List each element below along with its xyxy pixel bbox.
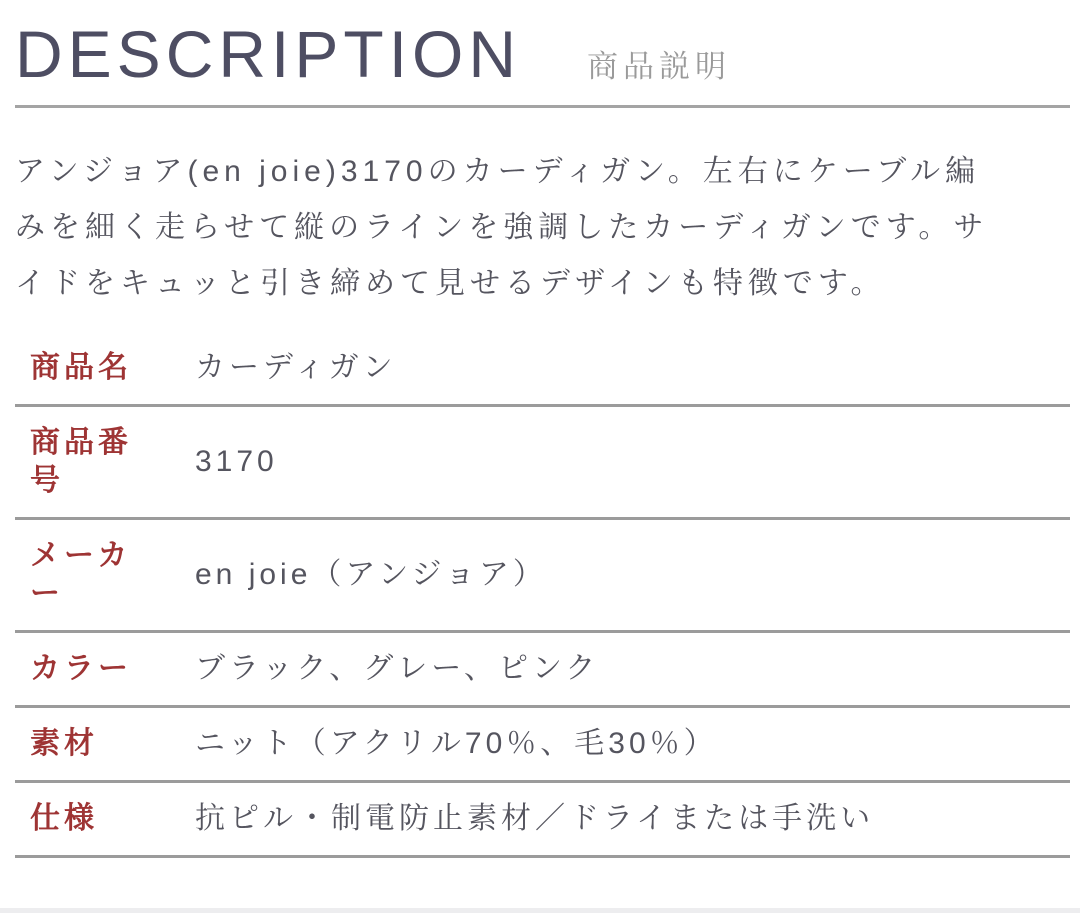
table-row-maker <box>15 520 1070 633</box>
table-row-color <box>15 633 1070 708</box>
table-row-product-name <box>15 332 1070 407</box>
row-label: 仕様 <box>30 802 98 836</box>
row-label: 商品番号 <box>30 426 132 498</box>
row-value: en joie（アンジョア） <box>195 558 547 592</box>
product-spec-table <box>15 332 1070 858</box>
row-label: カラー <box>30 652 132 686</box>
table-row-material <box>15 708 1070 783</box>
row-value: 3170 <box>195 445 278 479</box>
row-label: メーカー <box>30 539 132 611</box>
row-label: 商品名 <box>30 351 132 385</box>
section-header <box>15 14 1070 89</box>
description-line: みを細く走らせて縦のラインを強調したカーディガンです。サ <box>15 211 989 245</box>
product-description-text <box>15 144 1070 312</box>
description-line: アンジョア(en joie)3170のカーディガン。左右にケーブル編 <box>15 155 981 189</box>
row-value: カーディガン <box>195 351 397 385</box>
table-row-spec <box>15 783 1070 858</box>
section-subtitle-japanese: 商品説明 <box>587 49 732 84</box>
row-value: 抗ピル・制電防止素材／ドライまたは手洗い <box>195 802 875 836</box>
row-value: ブラック、グレー、ピンク <box>195 652 600 686</box>
row-label: 素材 <box>30 727 98 761</box>
description-line: イドをキュッと引き締めて見せるデザインも特徴です。 <box>15 267 886 301</box>
bottom-divider <box>0 908 1080 913</box>
table-row-product-number <box>15 407 1070 520</box>
header-divider <box>15 105 1070 108</box>
section-title: DESCRIPTION <box>15 17 522 91</box>
row-value: ニット（アクリル70％、毛30％） <box>195 727 718 761</box>
